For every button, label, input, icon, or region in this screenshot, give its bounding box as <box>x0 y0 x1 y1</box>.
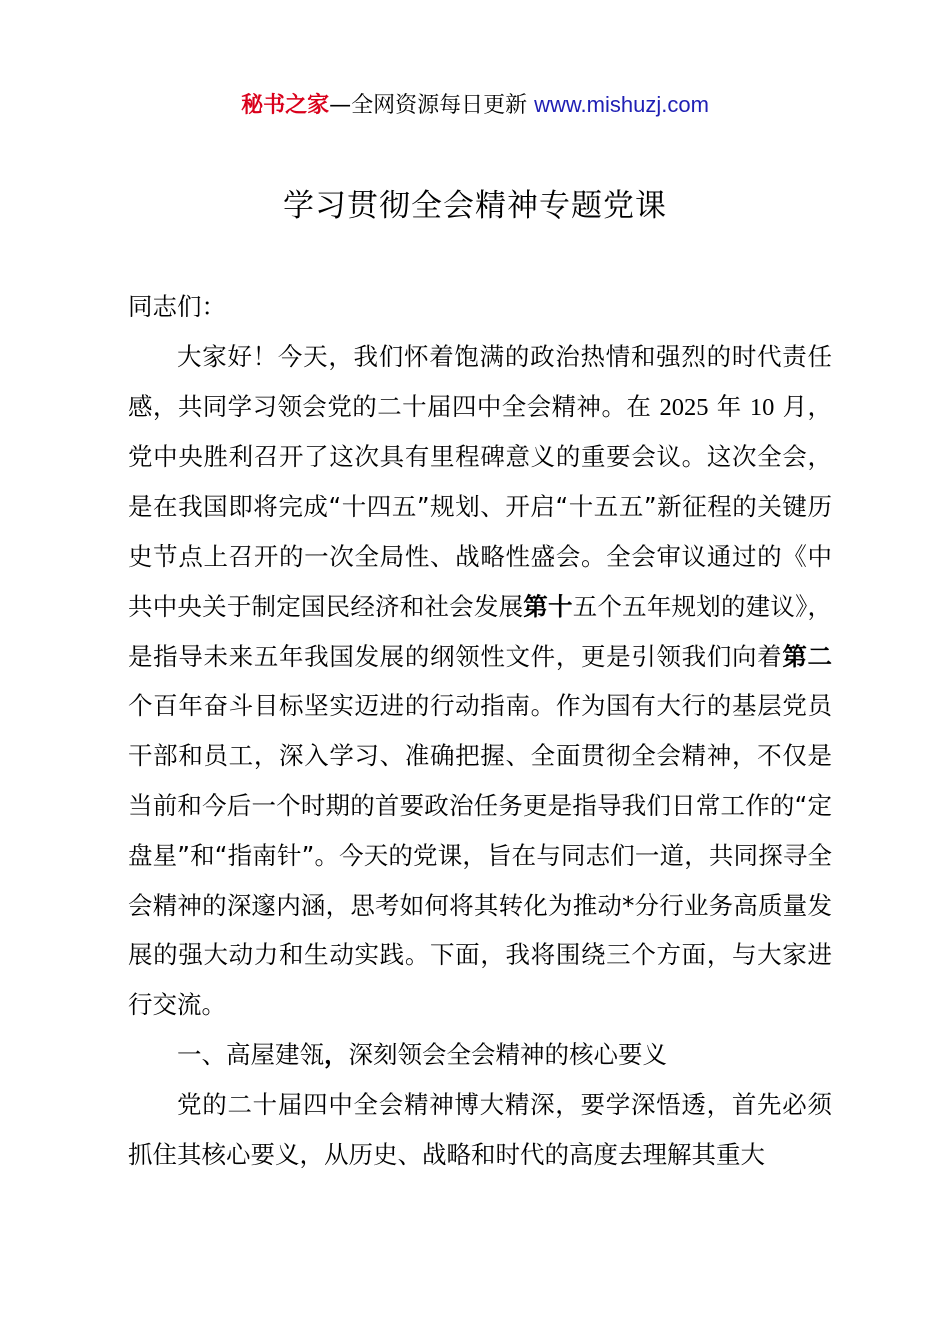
intro-text-2: 年 <box>708 391 750 421</box>
salutation: 同志们： <box>128 292 226 321</box>
intro-bold-1: 第十 <box>523 591 573 621</box>
site-url-link[interactable]: www.mishuzj.com <box>534 92 709 117</box>
section-1-heading-comma: ， <box>324 1039 349 1069</box>
intro-text-3: 月，党中央胜利召开了这次具有里程碑意义的重要会议。这次全会，是在我国即将完成“十四五”规划、开启“十五五”新征程的关键历史节点上召开的一次全局性、战略性盛会。全会审议通过的《中共中央关于制定国民经济和社会发展 <box>128 391 833 621</box>
document-body <box>128 282 832 1179</box>
section-1-paragraph: 党的二十届四中全会精神博大精深，要学深悟透，首先必须抓住其核心要义，从历史、战略和时代的高度去理解其重大 <box>128 1089 832 1169</box>
section-1-heading-text-1: 一、高屋建瓴 <box>177 1039 324 1069</box>
intro-text-1: 大家好！今天，我们怀着饱满的政治热情和强烈的时代责任感，共同学习领会党的二十届四中全会精神。在 <box>128 341 832 421</box>
document-title: 学习贯彻全会精神专题党课 <box>283 188 667 224</box>
intro-text-4: 五个五年规划的建议》，是指导未来五年我国发展的纲领性文件，更是引领我们向着 <box>128 591 833 671</box>
intro-paragraph <box>128 332 832 1030</box>
header-tagline: —全网资源每日更新 <box>329 93 535 118</box>
intro-year: 2025 <box>659 393 709 421</box>
site-header <box>0 88 950 123</box>
intro-month: 10 <box>749 393 775 421</box>
brand-name: 秘书之家 <box>241 93 330 118</box>
section-1-heading-text-2: 深刻领会全会精神的核心要义 <box>348 1039 667 1069</box>
intro-bold-2: 第二 <box>782 641 833 671</box>
section-1-heading <box>128 1030 832 1080</box>
intro-text-5: 个百年奋斗目标坚实迈进的行动指南。作为国有大行的基层党员干部和员工，深入学习、准确把握、全面贯彻全会精神，不仅是当前和今后一个时期的首要政治任务更是指导我们日常工作的“定盘星”和“指南针”。今天的党课，旨在与同志们一道，共同探寻全会精神的深邃内涵，思考如何将其转化为推动*分行业务高质量发展的强大动力和生动实践。下面，我将围绕三个方面，与大家进行交流。 <box>128 691 832 1020</box>
